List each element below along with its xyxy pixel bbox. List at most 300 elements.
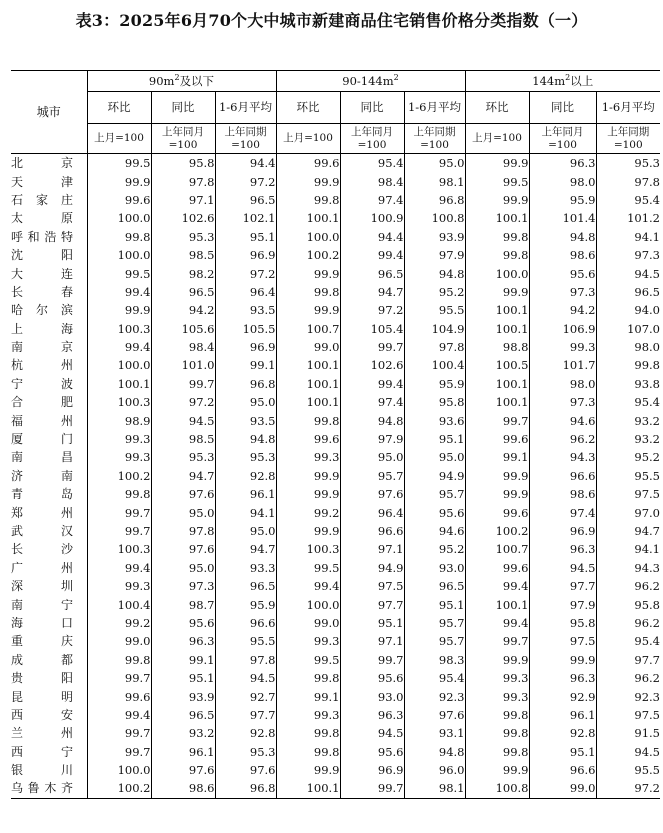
index-value: 100.8 [465,779,529,798]
index-value: 97.5 [529,632,596,650]
table-row [11,595,660,613]
index-value: 95.5 [404,301,465,319]
index-value: 100.4 [404,356,465,374]
index-value: 94.8 [215,430,276,448]
index-value: 94.0 [596,301,660,319]
index-value: 97.7 [215,706,276,724]
index-value: 95.8 [151,154,215,173]
index-value: 99.3 [87,448,151,466]
index-value: 97.8 [151,522,215,540]
city-name: 昆 明 [11,689,73,704]
index-value: 98.6 [529,485,596,503]
index-value: 100.0 [276,595,340,613]
index-value: 96.5 [340,264,404,282]
index-value: 95.5 [596,761,660,779]
base-label-1: 上年同月=100 [529,124,596,154]
city-name: 杭 州 [11,358,73,373]
index-value: 98.4 [151,338,215,356]
city-name: 太 原 [11,211,73,226]
index-value: 93.5 [215,301,276,319]
base-label-2: 上年同期=100 [215,124,276,154]
index-value: 99.6 [276,154,340,173]
index-value: 99.8 [276,411,340,429]
index-value: 96.2 [596,614,660,632]
city-name: 郑 州 [11,505,73,520]
index-value: 100.3 [87,320,151,338]
index-value: 99.3 [276,448,340,466]
index-value: 97.9 [340,430,404,448]
index-value: 100.2 [87,467,151,485]
index-value: 93.1 [404,724,465,742]
index-value: 99.1 [151,651,215,669]
index-value: 94.7 [151,467,215,485]
index-value: 99.8 [87,485,151,503]
index-value: 97.8 [596,172,660,190]
city-name: 银 川 [11,763,73,778]
table-row [11,356,660,374]
index-value: 96.5 [404,577,465,595]
table-row [11,191,660,209]
sub-header-0: 环比 [276,92,340,124]
index-value: 100.3 [276,540,340,558]
index-value: 96.8 [404,191,465,209]
table-row [11,632,660,650]
index-value: 96.9 [215,338,276,356]
index-value: 96.6 [529,761,596,779]
index-value: 99.9 [276,761,340,779]
index-value: 92.8 [529,724,596,742]
index-value: 95.0 [340,448,404,466]
index-value: 94.6 [529,411,596,429]
index-value: 95.9 [404,375,465,393]
index-value: 96.2 [596,669,660,687]
index-value: 100.1 [276,375,340,393]
index-value: 99.5 [276,559,340,577]
index-value: 100.2 [465,522,529,540]
index-value: 99.9 [276,467,340,485]
index-value: 98.9 [87,411,151,429]
base-label-1: 上年同月=100 [151,124,215,154]
index-value: 99.0 [276,338,340,356]
city-name: 福 州 [11,413,73,428]
index-value: 92.8 [215,467,276,485]
index-value: 96.4 [340,503,404,521]
city-name: 西 宁 [11,744,73,759]
index-value: 99.5 [276,651,340,669]
index-value: 94.7 [340,283,404,301]
index-value: 95.6 [151,614,215,632]
index-value: 105.4 [340,320,404,338]
index-value: 99.8 [465,706,529,724]
index-value: 99.5 [87,264,151,282]
base-label-2: 上年同期=100 [404,124,465,154]
index-value: 95.4 [404,669,465,687]
index-value: 98.3 [404,651,465,669]
city-name: 呼 和 浩 特 [11,229,73,244]
index-value: 93.9 [151,687,215,705]
index-value: 97.2 [340,301,404,319]
index-value: 99.9 [465,761,529,779]
index-value: 95.8 [596,595,660,613]
index-value: 95.7 [404,632,465,650]
index-value: 94.5 [215,669,276,687]
index-value: 96.8 [215,375,276,393]
index-value: 97.4 [529,503,596,521]
index-value: 95.2 [404,540,465,558]
index-value: 93.5 [215,411,276,429]
index-value: 99.6 [465,503,529,521]
index-value: 94.5 [596,743,660,761]
index-value: 95.5 [596,467,660,485]
table-row [11,540,660,558]
table-row [11,614,660,632]
index-value: 94.5 [340,724,404,742]
index-value: 94.5 [151,411,215,429]
index-value: 94.4 [215,154,276,173]
sub-header-1: 同比 [151,92,215,124]
index-value: 99.9 [276,485,340,503]
table-title: 表3：2025年6月70个大中城市新建商品住宅销售价格分类指数（一） [75,11,588,30]
group-header-small: $90m^2$及以下 [87,71,276,92]
index-value: 102.6 [151,209,215,227]
index-value: 95.4 [596,393,660,411]
index-value: 94.1 [215,503,276,521]
price-index-table [11,70,660,799]
index-value: 95.9 [215,595,276,613]
index-value: 95.3 [215,448,276,466]
index-value: 99.4 [87,283,151,301]
city-name: 厦 门 [11,432,73,447]
index-value: 95.0 [404,154,465,173]
index-value: 98.5 [151,430,215,448]
index-value: 95.6 [340,669,404,687]
index-value: 94.8 [404,264,465,282]
index-value: 97.6 [215,761,276,779]
index-value: 96.1 [215,485,276,503]
index-value: 98.0 [596,338,660,356]
index-value: 99.7 [465,632,529,650]
table-row [11,393,660,411]
index-value: 99.8 [596,356,660,374]
sub-header-2: 1-6月平均 [215,92,276,124]
index-value: 106.9 [529,320,596,338]
city-name: 大 连 [11,266,73,281]
city-name: 石 家 庄 [11,192,73,207]
table-row [11,172,660,190]
index-value: 91.5 [596,724,660,742]
index-value: 96.9 [529,522,596,540]
index-value: 99.4 [340,375,404,393]
index-value: 99.4 [340,246,404,264]
index-value: 95.1 [404,430,465,448]
index-value: 95.0 [151,559,215,577]
base-label-0: 上月=100 [276,124,340,154]
index-value: 100.2 [87,779,151,798]
index-value: 99.6 [87,191,151,209]
index-value: 99.1 [465,448,529,466]
index-value: 99.8 [465,246,529,264]
index-value: 99.8 [465,228,529,246]
index-value: 105.6 [151,320,215,338]
index-value: 100.1 [465,320,529,338]
table-row [11,228,660,246]
index-value: 98.7 [151,595,215,613]
index-value: 100.3 [87,540,151,558]
city-name: 乌 鲁 木 齐 [11,781,73,796]
city-name: 广 州 [11,560,73,575]
index-value: 100.1 [465,375,529,393]
index-value: 98.6 [151,779,215,798]
index-value: 93.0 [340,687,404,705]
index-value: 100.9 [340,209,404,227]
index-value: 96.6 [215,614,276,632]
city-name: 青 岛 [11,487,73,502]
city-name: 长 沙 [11,542,73,557]
table-row [11,779,660,798]
index-value: 99.2 [87,614,151,632]
index-value: 105.5 [215,320,276,338]
index-value: 97.8 [404,338,465,356]
city-name: 哈 尔 滨 [11,303,73,318]
index-value: 97.9 [529,595,596,613]
index-value: 97.3 [151,577,215,595]
table-row [11,687,660,705]
index-value: 97.8 [151,172,215,190]
index-value: 99.3 [465,687,529,705]
index-value: 94.8 [340,411,404,429]
index-value: 99.9 [465,651,529,669]
index-value: 95.8 [404,393,465,411]
index-value: 95.7 [404,485,465,503]
index-value: 99.7 [87,743,151,761]
index-value: 100.0 [87,246,151,264]
index-value: 101.4 [529,209,596,227]
index-value: 100.0 [87,761,151,779]
table-row [11,448,660,466]
index-value: 99.3 [87,577,151,595]
index-value: 95.7 [340,467,404,485]
index-value: 99.4 [276,577,340,595]
index-value: 100.1 [465,393,529,411]
index-value: 99.9 [276,301,340,319]
city-column-header: 城市 [11,71,87,154]
city-name: 重 庆 [11,634,73,649]
index-value: 94.7 [596,522,660,540]
index-value: 96.2 [596,577,660,595]
index-value: 99.8 [276,743,340,761]
index-value: 96.3 [340,706,404,724]
index-value: 97.5 [596,485,660,503]
table-row [11,485,660,503]
city-name: 济 南 [11,468,73,483]
table-row [11,467,660,485]
index-value: 95.1 [404,595,465,613]
city-name: 海 口 [11,615,73,630]
index-value: 95.1 [151,669,215,687]
index-value: 93.6 [404,411,465,429]
index-value: 99.1 [276,687,340,705]
index-value: 95.6 [340,743,404,761]
table-row [11,559,660,577]
table-row [11,743,660,761]
table-row [11,577,660,595]
index-value: 96.6 [340,522,404,540]
index-value: 97.3 [596,246,660,264]
index-value: 97.4 [340,393,404,411]
index-value: 95.3 [151,228,215,246]
index-value: 100.1 [276,779,340,798]
index-value: 97.2 [215,264,276,282]
index-value: 96.8 [215,779,276,798]
index-value: 100.0 [87,209,151,227]
table-row [11,651,660,669]
index-value: 99.4 [87,338,151,356]
index-value: 99.7 [87,724,151,742]
index-value: 99.5 [465,172,529,190]
index-value: 92.3 [596,687,660,705]
index-value: 100.1 [87,375,151,393]
table-row [11,761,660,779]
table-row [11,375,660,393]
index-value: 100.1 [465,209,529,227]
index-value: 95.6 [529,264,596,282]
index-value: 97.7 [529,577,596,595]
index-value: 93.2 [596,430,660,448]
index-value: 96.1 [529,706,596,724]
index-value: 97.6 [340,485,404,503]
index-value: 100.0 [465,264,529,282]
index-value: 96.2 [529,430,596,448]
table-row [11,669,660,687]
city-name: 西 安 [11,707,73,722]
table-row [11,209,660,227]
index-value: 96.3 [529,154,596,173]
index-value: 96.5 [151,706,215,724]
index-value: 94.1 [596,228,660,246]
index-value: 102.1 [215,209,276,227]
index-value: 95.2 [596,448,660,466]
index-value: 98.5 [151,246,215,264]
sub-header-2: 1-6月平均 [404,92,465,124]
index-value: 99.5 [87,154,151,173]
table-row [11,724,660,742]
index-value: 98.4 [340,172,404,190]
index-value: 99.8 [276,724,340,742]
index-value: 95.4 [596,191,660,209]
base-label-1: 上年同月=100 [340,124,404,154]
table-row [11,706,660,724]
index-value: 100.2 [276,246,340,264]
index-value: 95.3 [215,743,276,761]
index-value: 94.9 [340,559,404,577]
index-value: 100.0 [276,228,340,246]
index-value: 100.1 [276,356,340,374]
index-value: 94.5 [596,264,660,282]
index-value: 96.5 [215,191,276,209]
index-value: 97.6 [151,540,215,558]
index-value: 99.7 [340,651,404,669]
city-name: 宁 波 [11,376,73,391]
sub-header-2: 1-6月平均 [596,92,660,124]
city-name: 天 津 [11,174,73,189]
table-row [11,411,660,429]
city-name: 上 海 [11,321,73,336]
index-value: 101.0 [151,356,215,374]
index-value: 99.0 [87,632,151,650]
index-value: 100.1 [276,393,340,411]
city-name: 武 汉 [11,524,73,538]
index-value: 95.0 [215,522,276,540]
index-value: 97.1 [151,191,215,209]
index-value: 95.4 [596,632,660,650]
index-value: 98.1 [404,172,465,190]
index-value: 99.6 [465,430,529,448]
base-label-0: 上月=100 [465,124,529,154]
index-value: 99.7 [465,411,529,429]
table-row [11,503,660,521]
index-value: 97.1 [340,632,404,650]
index-value: 99.9 [465,154,529,173]
index-value: 100.5 [465,356,529,374]
city-name: 长 春 [11,284,73,299]
index-value: 100.7 [276,320,340,338]
index-value: 99.9 [465,467,529,485]
index-value: 93.2 [596,411,660,429]
city-name: 北 京 [11,156,73,171]
index-value: 96.6 [529,467,596,485]
table-row [11,522,660,540]
city-name: 贵 阳 [11,671,73,686]
index-value: 97.6 [404,706,465,724]
index-value: 96.3 [529,540,596,558]
index-value: 99.7 [151,375,215,393]
index-value: 97.3 [529,283,596,301]
index-value: 99.4 [465,577,529,595]
index-value: 97.5 [596,706,660,724]
index-value: 92.8 [215,724,276,742]
index-value: 93.8 [596,375,660,393]
index-value: 97.3 [529,393,596,411]
index-value: 94.1 [596,540,660,558]
index-value: 100.3 [87,393,151,411]
index-value: 99.0 [529,779,596,798]
index-value: 99.3 [276,706,340,724]
index-value: 100.7 [465,540,529,558]
index-value: 99.9 [465,485,529,503]
index-value: 99.3 [465,669,529,687]
index-value: 96.5 [215,577,276,595]
index-value: 94.8 [529,228,596,246]
index-value: 97.7 [596,651,660,669]
index-value: 93.9 [404,228,465,246]
index-value: 94.2 [529,301,596,319]
index-value: 99.9 [276,172,340,190]
index-value: 98.8 [465,338,529,356]
sub-header-0: 环比 [465,92,529,124]
group-header-medium: $90-144m^2$ [276,71,465,92]
index-value: 99.9 [529,651,596,669]
index-value: 94.8 [404,743,465,761]
index-value: 96.9 [340,761,404,779]
sub-header-1: 同比 [340,92,404,124]
index-value: 100.0 [87,356,151,374]
index-value: 96.5 [596,283,660,301]
city-name: 成 都 [11,652,73,667]
index-value: 99.9 [465,191,529,209]
index-value: 97.4 [340,191,404,209]
index-value: 93.2 [151,724,215,742]
city-name: 南 京 [11,340,73,355]
